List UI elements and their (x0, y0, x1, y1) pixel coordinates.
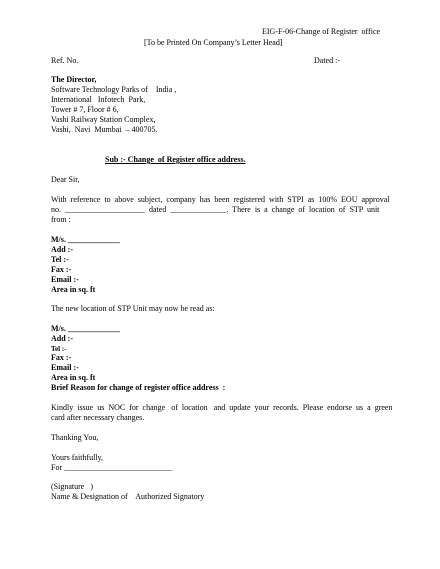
intro-line: from : (51, 215, 71, 224)
request-line: Kindly issue us NOC for change of location and update your records. Please endorse us a green (51, 403, 393, 412)
intro-line: no. ____________________ dated ______________. There is a change of location of STP unit (51, 205, 380, 214)
new-fax-field: Fax :- (51, 353, 72, 362)
addressee-line: International Infotech Park, (51, 95, 146, 104)
ref-no-label: Ref. No. (51, 56, 79, 65)
subject-line: Sub :- Change of Register office address. (105, 155, 246, 164)
dated-label: Dated :- (314, 56, 340, 65)
old-ms-field: M/s. _____________ (51, 235, 120, 244)
request-line: card after necessary changes. (51, 413, 145, 422)
new-location-text: The new location of STP Unit may now be read as: (51, 304, 215, 313)
for-company-line: For ___________________________ (51, 463, 173, 472)
change-reason-field: Brief Reason for change of register office address : (51, 383, 226, 392)
old-fax-field: Fax :- (51, 265, 72, 274)
new-tel-field: Tel :- (51, 345, 67, 353)
addressee-title: The Director, (51, 75, 97, 84)
print-note: [To be Printed On Company’s Letter Head] (144, 38, 283, 47)
new-ms-field: M/s. _____________ (51, 324, 120, 333)
salutation: Dear Sir, (51, 175, 80, 184)
signature-line: (Signature ) (51, 482, 93, 491)
addressee-line: Software Technology Parks of India , (51, 85, 177, 94)
old-area-field: Area in sq. ft (51, 285, 96, 294)
addressee-line: Vashi Railway Station Complex, (51, 115, 156, 124)
intro-line: With reference to above subject, company has been registered with STPI as 100% EOU approval (51, 195, 390, 204)
addressee-line: Vashi, Navi Mumbai – 400705. (51, 125, 158, 134)
old-email-field: Email :- (51, 275, 79, 284)
old-add-field: Add :- (51, 245, 74, 254)
thanking-line: Thanking You, (51, 433, 99, 442)
form-code: EIG-F-06-Change of Register office (262, 27, 381, 36)
new-email-field: Email :- (51, 363, 79, 372)
new-add-field: Add :- (51, 334, 74, 343)
addressee-line: Tower # 7, Floor # 6, (51, 105, 119, 114)
designation-line: Name & Designation of Authorized Signatory (51, 492, 205, 501)
yours-faithfully: Yours faithfully, (51, 453, 104, 462)
new-area-field: Area in sq. ft (51, 373, 96, 382)
old-tel-field: Tel :- (51, 255, 69, 264)
